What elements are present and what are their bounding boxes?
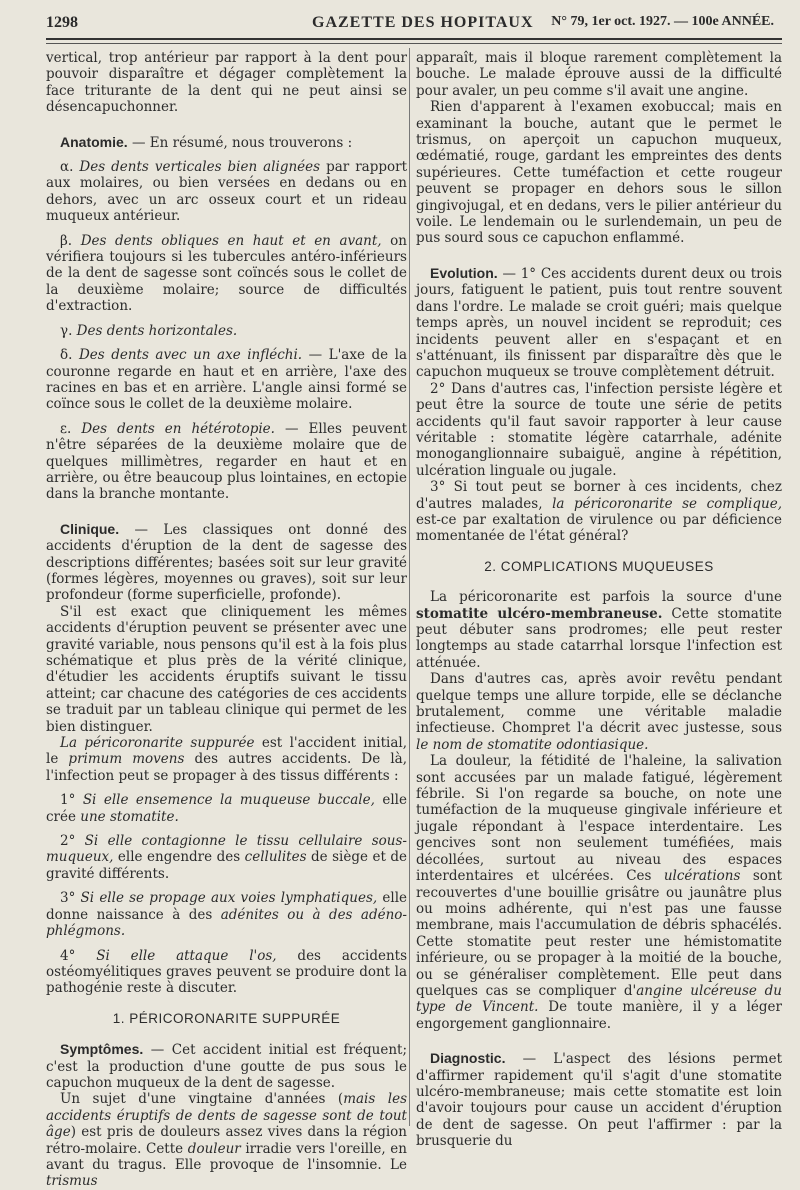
heading-symptomes: Symptômes.	[60, 1041, 144, 1058]
heading-clinique: Clinique.	[60, 520, 120, 537]
paragraph: Dans d'autres cas, après avoir revêtu pendant quelque temps une allure torpide, elle se déclanche brutalement, comme une véritable maladie infectieuse. Chompret l'a décrit avec justesse, sous le nom de stomatite odontiasique.	[416, 671, 782, 753]
header-rule	[46, 38, 782, 40]
list-item: 4° Si elle attaque l'os, des accidents ostéomyélitiques graves peuvent se produire dont la pathogénie reste à discuter.	[46, 947, 408, 997]
list-item: γ. Des dents horizontales.	[60, 322, 238, 339]
left-column	[46, 50, 407, 1190]
list-item: ε. Des dents en hétérotopie. — Elles peuvent n'être séparées de la deuxième molaire que de quelques millimètres, regarder en haut et en arrière, ou être beaucoup plus lointaines, en ectopie dans la branche montante.	[46, 420, 408, 503]
paragraph: apparaît, mais il bloque rarement complètement la bouche. Le malade éprouve aussi de la difficulté pour avaler, un peu comme s'il avait une angine.	[416, 50, 782, 99]
page-number: 1298	[46, 14, 78, 31]
list-item: β. Des dents obliques en haut et en avant, on vérifiera toujours si les tubercules antéro-inférieurs de la dent de sagesse sont coïncés sous le collet de la deuxième molaire; source de difficultés d'extraction.	[46, 232, 407, 315]
header-rule-thin	[46, 43, 782, 44]
list-item: δ. Des dents avec un axe infléchi. — L'axe de la couronne regarde en haut et en arrière, l'axe des racines en bas et en arrière. L'angle ainsi formé se coïnce sous le collet de la deuxième molaire.	[46, 347, 407, 413]
list-item: 3° Si elle se propage aux voies lymphatiques, elle donne naissance à des adénites ou à des adéno-phlégmons.	[46, 890, 408, 940]
paragraph: 3° Si tout peut se borner à ces incidents, chez d'autres malades, la péricoronarite se complique, est-ce par exaltation de virulence ou par déficience momentanée de l'état général?	[416, 479, 782, 545]
paragraph-evolution: Evolution. — 1° Ces accidents durent deux ou trois jours, fatiguent le patient, puis tout rentre souvent dans l'ordre. Le malade se croit guéri; mais quelque temps après, un nouvel incident se reproduit; ces incidents peuvent aller en s'espaçant et en s'atténuant, ils finissent par disparaître dès que le capuchon muqueux se trouve complètement détruit.	[416, 264, 782, 381]
paragraph-clinique: Clinique. — Les classiques ont donné des accidents d'éruption de la dent de sagesse des descriptions différentes; basées soit sur leur gravité (formes légères, moyennes ou graves), soit sur leur profondeur (forme superficielle, profonde).	[46, 520, 407, 604]
list-item: 1° Si elle ensemence la muqueuse buccale, elle crée une stomatite.	[46, 792, 407, 825]
column-divider	[409, 48, 410, 1126]
heading-evolution: Evolution.	[430, 264, 498, 281]
section-title: 2. COMPLICATIONS MUQUEUSES	[484, 558, 714, 574]
heading-diagnostic: Diagnostic.	[430, 1050, 506, 1067]
paragraph-diagnostic: Diagnostic. — L'aspect des lésions permet d'affirmer rapidement qu'il s'agit d'une stomatite ulcéro-membraneuse; mais cette stomatite est loin d'avoir toujours pour cause un accident d'éruption de dent de sagesse. On peut l'affirmer : par la brusquerie du	[416, 1050, 782, 1150]
paragraph: S'il est exact que cliniquement les mêmes accidents d'éruption peuvent se présenter avec une gravité variable, nous pensons qu'il est à la fois plus schématique et plus près de la vérité clinique, d'étudier les accidents éruptifs suivant le tissu atteint; car chacune des catégories de ces accidents se traduit par un tableau clinique qui permet de les bien distinguer.	[46, 603, 407, 735]
paragraph: vertical, trop antérieur par rapport à la dent pour pouvoir disparaître et dégager complètement la face triturante de la dent qui ne peut ainsi se désencapuchonner.	[46, 50, 407, 116]
paragraph: Rien d'apparent à l'examen exobuccal; mais en examinant la bouche, autant que le permet le trismus, on aperçoit un capuchon muqueux, œdématié, rouge, gardant les empreintes des dents supérieures. Cette tuméfaction et cette rougeur peuvent se propager en dehors sous le sillon gingivojugal, et en dedans, vers le pilier antérieur du voile. Le lendemain ou le surlendemain, un peu de pus sourd sous ce capuchon enflammé.	[416, 99, 782, 247]
paragraph: La douleur, la fétidité de l'haleine, la salivation sont accusées par un malade fatigué, légèrement fébrile. Si l'on regarde sa bouche, on note une tuméfaction de la muqueuse gingivale inférieure et jugale répondant à l'espace interdentaire. Les gencives sont non seulement tuméfiées, mais décollées, surtout au niveau des espaces interdentaires et ulcérées. Ces ulcérations sont recouvertes d'une bouillie grisâtre ou jaunâtre plus ou moins adhérente, qui n'est pas une fausse membrane, mais l'accumulation de débris sphacélés. Cette stomatite peut rester une hémistomatite inférieure, ou se propager à la moitié de la bouche, ou se généraliser complètement. Elle peut dans quelques cas se compliquer d'angine ulcéreuse du type de Vincent. De toute manière, il y a léger engorgement ganglionnaire.	[416, 753, 782, 1032]
heading-anatomie: Anatomie.	[60, 133, 128, 150]
paragraph: 2° Dans d'autres cas, l'infection persiste légère et peut être la source de toute une série de petits accidents qu'il faut savoir rapporter à leur cause véritable : stomatite légère catarrhale, adénite monoganglionnaire subaiguë, angine à répétition, ulcération linguale ou jugale.	[416, 380, 782, 479]
paragraph-symptomes: Symptômes. — Cet accident initial est fréquent; c'est la production d'une goutte de pus sous le capuchon muqueux de la dent de sagesse.	[46, 1041, 407, 1091]
list-item: 2° Si elle contagionne le tissu cellulaire sous-muqueux, elle engendre des cellulites de siège et de gravité différents.	[46, 833, 407, 882]
journal-title: GAZETTE DES HOPITAUX	[312, 14, 534, 31]
paragraph: La péricoronarite est parfois la source d'une stomatite ulcéro-membraneuse. Cette stomatite peut débuter sans prodromes; elle peut rester longtemps au stade catarrhal lorsque l'infection est atténuée.	[416, 589, 782, 671]
right-column	[416, 50, 782, 1150]
issue-info: N° 79, 1er oct. 1927. — 100e ANNÉE.	[551, 14, 774, 29]
list-item: α. Des dents verticales bien alignées par rapport aux molaires, ou bien versées en dedans ou en dehors, avec un arc osseux court et un rideau muqueux antérieur.	[46, 159, 408, 225]
paragraph-anatomie: Anatomie. — En résumé, nous trouverons :	[60, 133, 353, 151]
page-header	[46, 14, 782, 36]
paragraph: La péricoronarite suppurée est l'accident initial, le primum movens des autres accidents. De là, l'infection peut se propager à des tissus différents :	[46, 735, 408, 784]
section-title: 1. PÉRICORONARITE SUPPURÉE	[112, 1010, 341, 1026]
paragraph: Un sujet d'une vingtaine d'années (mais les accidents éruptifs de dents de sagesse sont de tout âge) est pris de douleurs assez vives dans la région rétro-molaire. Cette douleur irradie vers l'oreille, en avant du tragus. Elle provoque de l'insomnie. Le trismus	[46, 1091, 408, 1190]
